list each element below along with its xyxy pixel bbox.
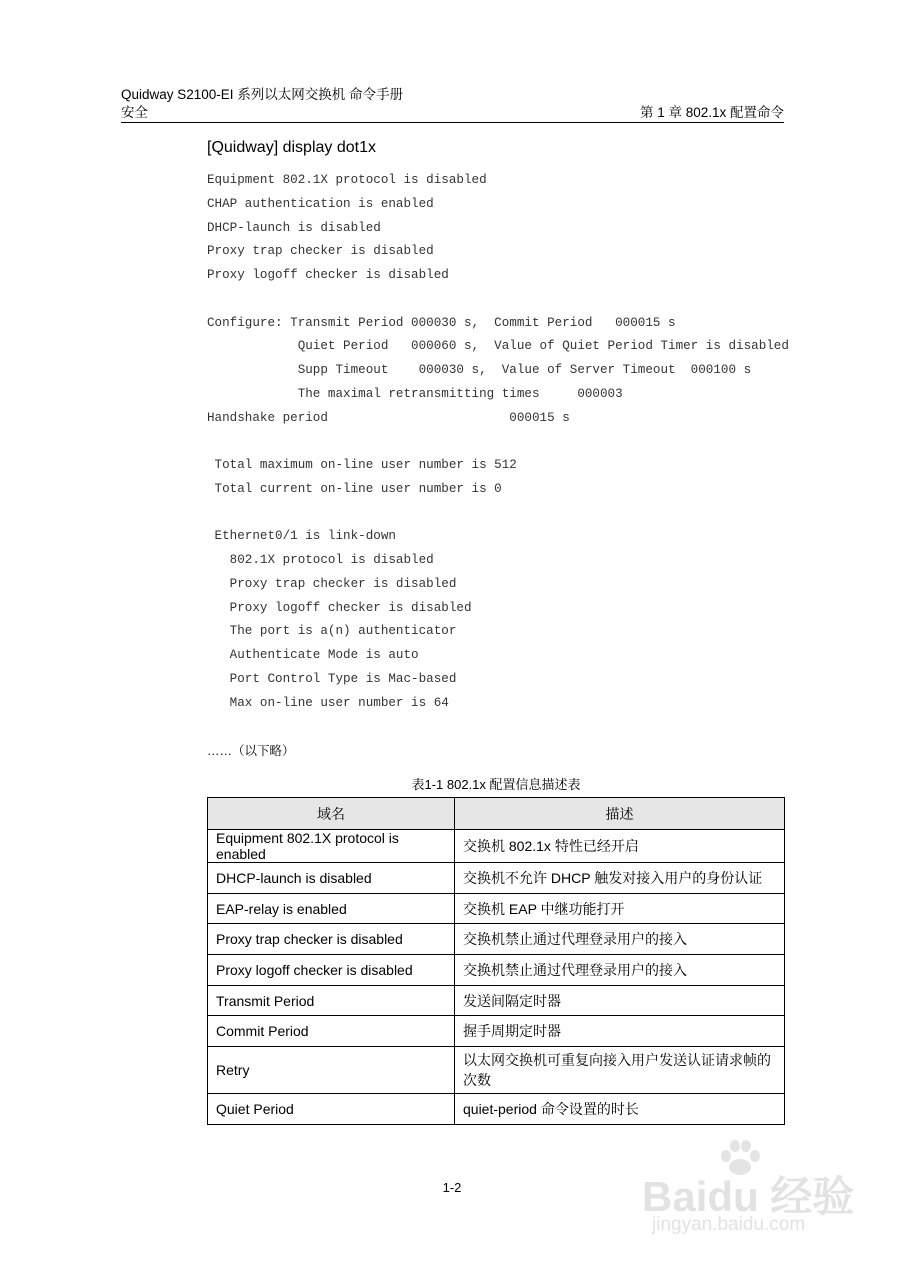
omitted-note: ……（以下略） [207,744,295,758]
command-line: [Quidway] display dot1x [207,139,376,156]
table-row [208,893,785,924]
table-caption: 表1-1 802.1x 配置信息描述表 [411,777,581,792]
output-line: Supp Timeout 000030 s, Value of Server Timeout 000100 s [207,363,752,377]
table-row [208,924,785,955]
header-rule [121,122,784,123]
table-row [208,955,785,986]
output-line: Ethernet0/1 is link-down [207,529,396,544]
output-line: CHAP authentication is enabled [207,196,434,211]
baidu-watermark [642,1140,862,1240]
table-cell-description: 交换机不允许 DHCP 触发对接入用户的身份认证 [455,863,785,894]
config-description-table [207,797,785,1125]
table-cell-field: Retry [208,1047,455,1094]
table-cell-description: 以太网交换机可重复向接入用户发送认证请求帧的次数 [455,1047,785,1094]
table-row [208,830,785,863]
table-row [208,1016,785,1047]
table-row [208,1047,785,1094]
table-header-field: 域名 [208,798,455,830]
table-cell-field: Equipment 802.1X protocol is enabled [208,830,455,863]
output-line: The maximal retransmitting times 000003 [207,386,623,401]
header-chapter: 第 1 章 802.1x 配置命令 [639,105,784,120]
table-cell-field: Proxy trap checker is disabled [208,924,455,955]
watermark-brand: Baidu 经验 [642,1173,855,1220]
output-line: 802.1X protocol is disabled [207,553,434,567]
table-row [208,985,785,1016]
table-cell-field: Transmit Period [208,985,455,1016]
table-cell-description: quiet-period 命令设置的时长 [455,1094,785,1125]
watermark-url: jingyan.baidu.com [652,1214,806,1235]
output-line: Configure: Transmit Period 000030 s, Commit Period 000015 s [207,315,676,330]
output-line: Max on-line user number is 64 [207,695,449,710]
table-cell-description: 交换机 EAP 中继功能打开 [455,893,785,924]
table-header-description: 描述 [455,798,785,830]
output-line: Equipment 802.1X protocol is disabled [207,173,487,187]
page-number: 1-2 [442,1180,462,1195]
table-row [208,863,785,894]
output-line: Port Control Type is Mac-based [207,671,457,686]
output-line: Proxy trap checker is disabled [207,576,457,591]
table-cell-description: 握手周期定时器 [455,1016,785,1047]
output-line: Total maximum on-line user number is 512 [207,458,517,472]
output-line: DHCP-launch is disabled [207,220,381,235]
table-header-row [208,798,785,830]
output-line: Handshake period 000015 s [207,410,570,425]
table-cell-description: 发送间隔定时器 [455,985,785,1016]
output-line: Total current on-line user number is 0 [207,481,502,496]
table-cell-field: EAP-relay is enabled [208,893,455,924]
header-section: 安全 [121,105,148,120]
table-cell-description: 交换机禁止通过代理登录用户的接入 [455,924,785,955]
output-line: Quiet Period 000060 s, Value of Quiet Period Timer is disabled [207,339,789,354]
output-line: Proxy trap checker is disabled [207,244,434,259]
table-cell-description: 交换机禁止通过代理登录用户的接入 [455,955,785,986]
table-cell-field: Proxy logoff checker is disabled [208,955,455,986]
table-cell-field: DHCP-launch is disabled [208,863,455,894]
table-cell-description: 交换机 802.1x 特性已经开启 [455,830,785,863]
table-row [208,1094,785,1125]
output-line: The port is a(n) authenticator [207,624,457,639]
output-line: Proxy logoff checker is disabled [207,600,472,615]
output-line: Proxy logoff checker is disabled [207,268,449,282]
table-cell-field: Commit Period [208,1016,455,1047]
table-cell-field: Quiet Period [208,1094,455,1125]
header-book-title: Quidway S2100-EI 系列以太网交换机 命令手册 [121,87,404,102]
output-line: Authenticate Mode is auto [207,648,419,662]
